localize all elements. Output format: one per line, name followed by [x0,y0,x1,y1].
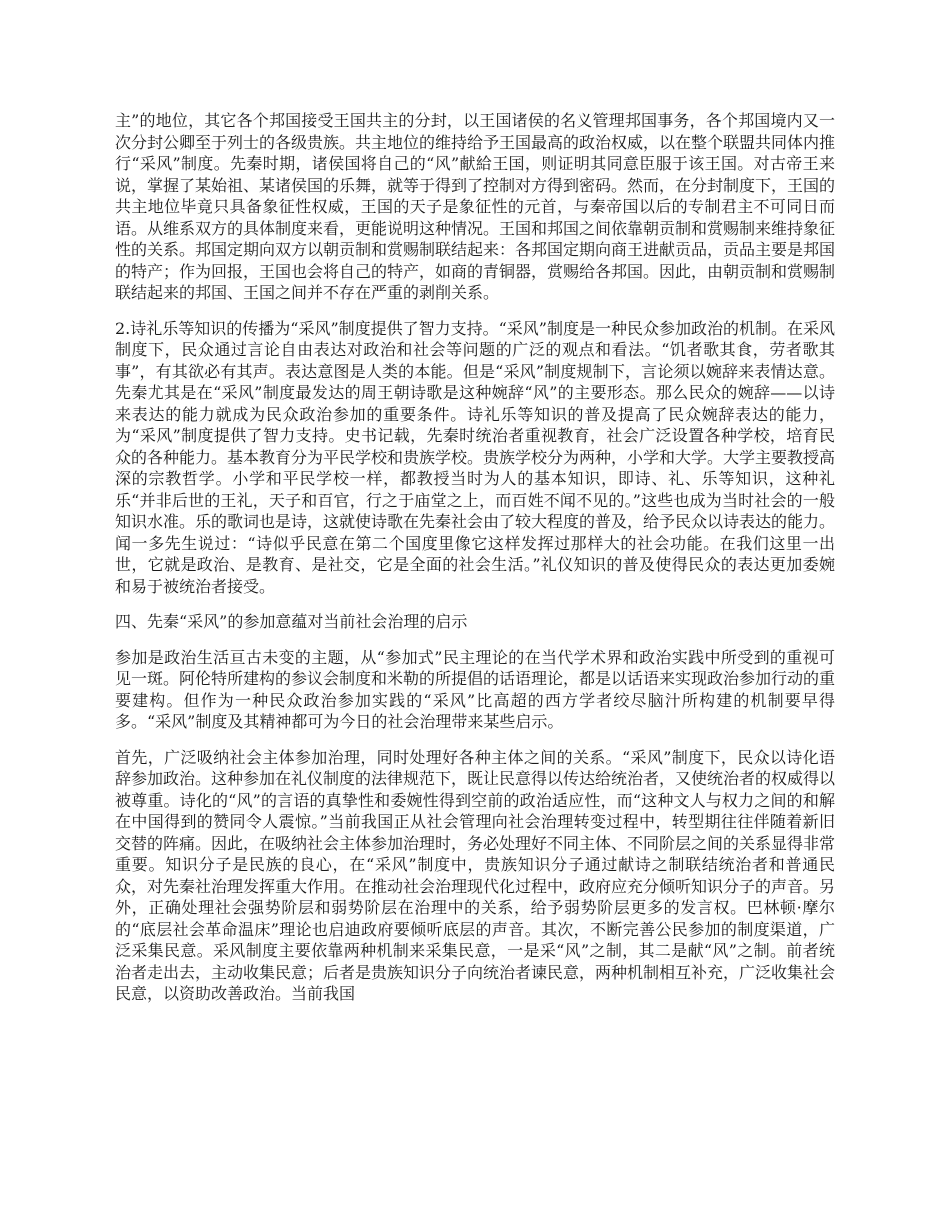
section-heading: 四、先秦“采风”的参加意蕴对当前社会治理的启示 [115,612,468,631]
paragraph-participation: 参加是政治生活亘古未变的主题，从“参加式”民主理论的在当代学术界和政治实践中所受到的重视可见一斑。阿伦特所建构的参议会制度和米勒的所提倡的话语理论，都是以话语来实现政治参加行动的重要建构。但作为一种民众政治参加实践的“采风”比高超的西方学者绞尽脑汁所构建的机制要早得多。“采风”制度及其精神都可为今日的社会治理带来某些启示。 [115,647,836,731]
paragraph-first-inspiration: 首先，广泛吸纳社会主体参加治理，同时处理好各种主体之间的关系。“采风”制度下，民众以诗化语辞参加政治。这种参加在礼仪制度的法律规范下，既让民意得以传达给统治者，又使统治者的权威得以被尊重。诗化的“风”的言语的真挚性和委婉性得到空前的政治适应性，而“这种文人与权力之间的和解在中国得到的赞同令人震惊。”当前我国正从社会管理向社会治理转变过程中，转型期往往伴随着新旧交替的阵痛。因此，在吸纳社会主体参加治理时，务必处理好不同主体、不同阶层之间的关系显得非常重要。知识分子是民族的良心，在“采风”制度中，贵族知识分子通过献诗之制联结统治者和普通民众，对先秦社治理发挥重大作用。在推动社会治理现代化过程中，政府应充分倾听知识分子的声音。另外，正确处理社会强势阶层和弱势阶层在治理中的关系，给予弱势阶层更多的发言权。巴林顿·摩尔的“底层社会革命温床”理论也启迪政府要倾听底层的声音。其次，不断完善公民参加的制度渠道，广泛采集民意。采风制度主要依靠两种机制来采集民意，一是采“风”之制，其二是献“风”之制。前者统治者走出去，主动收集民意；后者是贵族知识分子向统治者谏民意，两种机制相互补充，广泛收集社会民意，以资助改善政治。当前我国 [115,747,836,1003]
document-page [115,110,835,1019]
paragraph-enfeoffment: 主”的地位，其它各个邦国接受王国共主的分封，以王国诸侯的名义管理邦国事务，各个邦国境内又一次分封公卿至于列士的各级贵族。共主地位的维持给予王国最高的政治权威，以在整个联盟共同体内推行“采风”制度。先秦时期，诸侯国将自己的“风”献給王国，则证明其同意臣服于该王国。对古帝王来说，掌握了某始祖、某诸侯国的乐舞，就等于得到了控制对方得到密码。然而，在分封制度下，王国的共主地位毕竟只具备象征性权威，王国的天子是象征性的元首，与秦帝国以后的专制君主不可同日而语。从维系双方的具体制度来看，更能说明这种情况。王国和邦国之间依靠朝贡制和赏赐制来维持象征性的关系。邦国定期向双方以朝贡制和赏赐制联结起来：各邦国定期向商王进献贡品，贡品主要是邦国的特产；作为回报，王国也会将自己的特产，如商的青铜器，赏赐给各邦国。因此，由朝贡制和赏赐制联结起来的邦国、王国之间并不存在严重的剥削关系。 [115,111,836,302]
paragraph-knowledge-support: 2.诗礼乐等知识的传播为“采风”制度提供了智力支持。“采风”制度是一种民众参加政治的机制。在采风制度下，民众通过言论自由表达对政治和社会等问题的广泛的观点和看法。“饥者歌其食，劳者歌其事”，有其欲必有其声。表达意图是人类的本能。但是“采风”制度规制下，言论须以婉辞来表情达意。先秦尤其是在“采风”制度最发达的周王朝诗歌是这种婉辞“风”的主要形态。那么民众的婉辞——以诗来表达的能力就成为民众政治参加的重要条件。诗礼乐等知识的普及提高了民众婉辞表达的能力，为“采风”制度提供了智力支持。史书记载，先秦时统治者重视教育，社会广泛设置各种学校，培育民众的各种能力。基本教育分为平民学校和贵族学校。贵族学校分为两种，小学和大学。大学主要教授高深的宗教哲学。小学和平民学校一样，都教授当时为人的基本知识，即诗、礼、乐等知识，这种礼乐“并非后世的王礼，天子和百官，行之于庙堂之上，而百姓不闻不见的。”这些也成为当时社会的一般知识水准。乐的歌词也是诗，这就使诗歌在先秦社会由了较大程度的普及，给予民众以诗表达的能力。闻一多先生说过：“诗似乎民意在第二个国度里像它这样发挥过那样大的社会功能。在我们这里一出世，它就是政治、是教育、是社交，它是全面的社会生活。”礼仪知识的普及使得民众的表达更加委婉和易于被统治者接受。 [115,318,836,596]
